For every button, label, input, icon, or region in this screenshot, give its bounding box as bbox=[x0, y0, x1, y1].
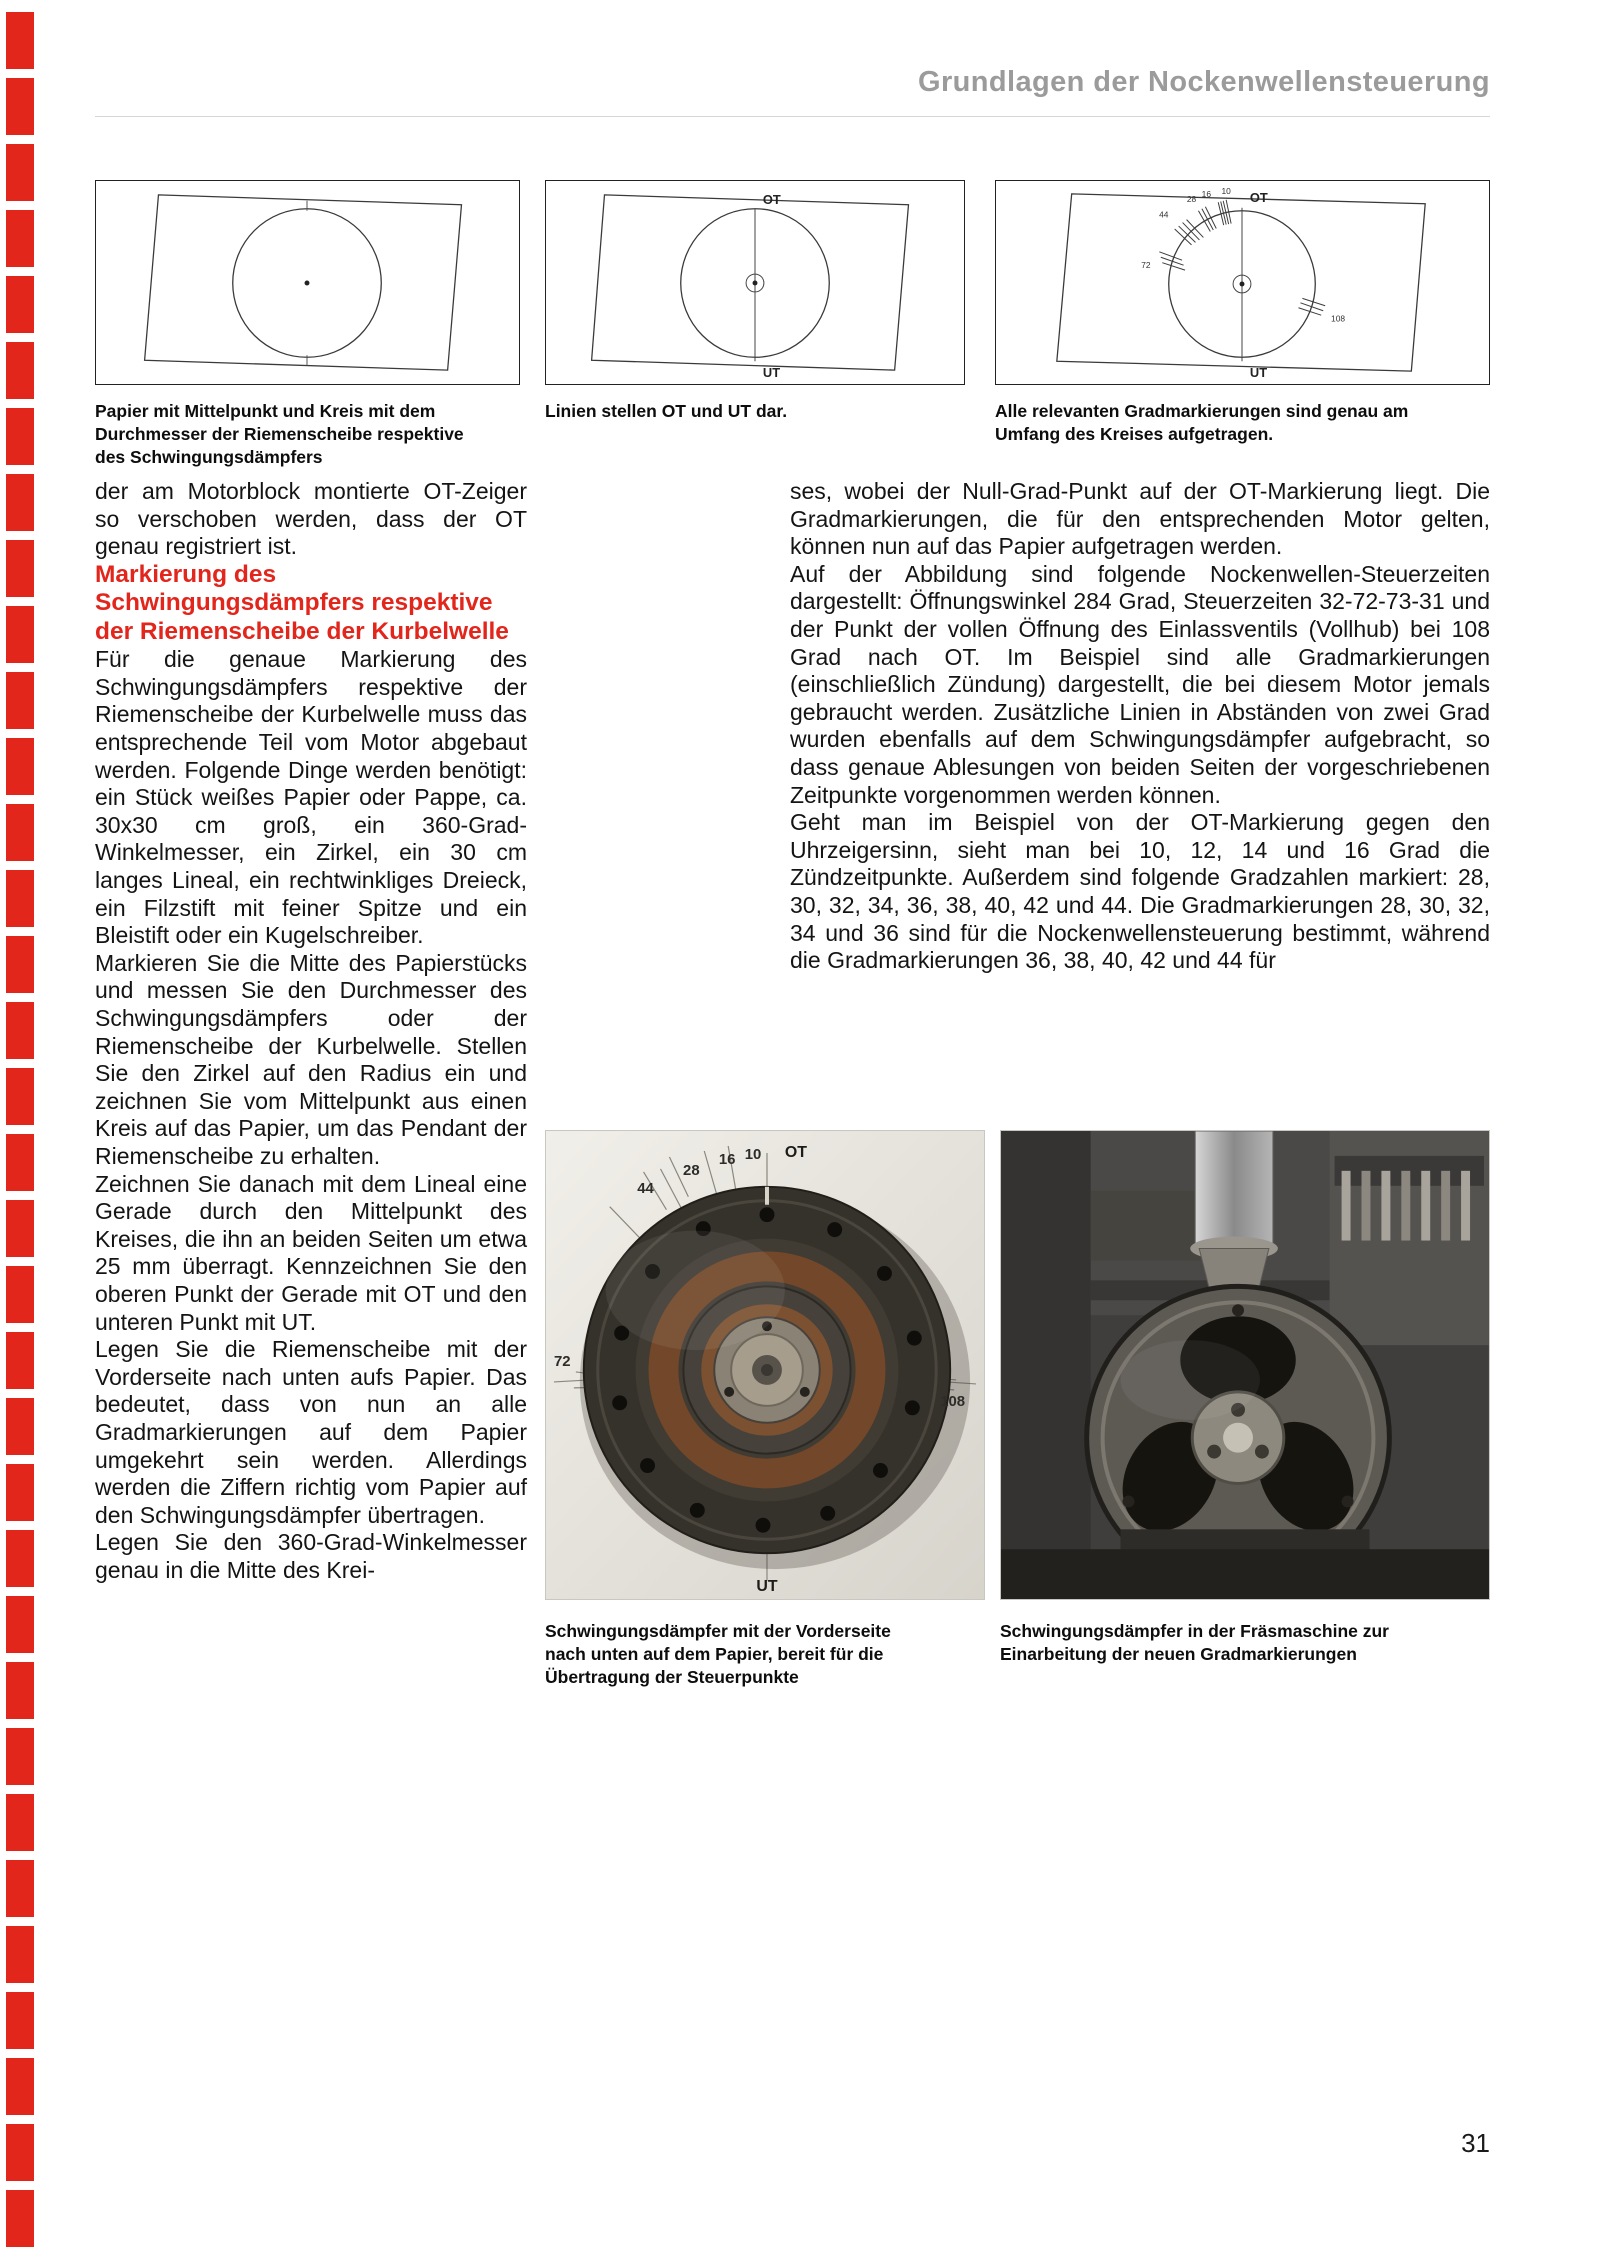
body-paragraph: Zeichnen Sie danach mit dem Lineal eine Gerade durch den Mittelpunkt des Kreises, die ihn an beiden Seiten um etwa 25 mm überragt. Kennzeichnen Sie den oberen Punkt der Gerade mit OT und den unteren Punkt mit UT. bbox=[95, 1170, 527, 1335]
photo-mark-108: 108 bbox=[940, 1392, 966, 1410]
figure1-caption: Papier mit Mittelpunkt und Kreis mit dem Durchmesser der Riemenscheibe respektive des Schwingungsdämpfers bbox=[95, 401, 464, 467]
body-paragraph: Markieren Sie die Mitte des Papierstücks und messen Sie den Durchmesser des Schwingungsdämpfers oder der Riemenscheibe der Kurbelwelle. Stellen Sie den Zirkel auf den Radius ein und zeichnen Sie vom Mittelpunkt aus einen Kreis auf das Papier, um das Pendant der Riemenscheibe zu erhalten. bbox=[95, 949, 527, 1169]
photo-mark-10: 10 bbox=[744, 1145, 762, 1163]
harmonic-damper bbox=[584, 1187, 950, 1553]
figure3-caption: Alle relevanten Gradmarkierungen sind genau am Umfang des Kreises aufgetragen. bbox=[995, 401, 1409, 444]
fig3-mark-72: 72 bbox=[1141, 260, 1151, 271]
fig3-mark-10: 10 bbox=[1221, 185, 1231, 196]
figure2-caption: Linien stellen OT und UT dar. bbox=[545, 401, 788, 421]
page-number: 31 bbox=[1461, 2128, 1490, 2158]
body-paragraph: Auf der Abbildung sind folgende Nockenwellen-Steuerzeiten dargestellt: Öffnungswinkel 284 Grad, Steuerzeiten 32-72-73-31 und der Punkt der vollen Öffnung des Einlassventils (Vollhub) bei 108 Grad nach OT. Im Beispiel sind alle Gradmarkierungen (einschließlich Zündung) dargestellt, die bei diesem Motor jemals gebraucht werden. Zusätzliche Linien in Abständen von zwei Grad wurden ebenfalls auf dem Schwingungsdämpfer aufgebracht, so dass genaue Ablesungen von beiden Seiten der vorgeschriebenen Zeitpunkte vorgenommen werden können. bbox=[790, 560, 1490, 808]
photo-left-caption: Schwingungsdämpfer mit der Vorderseite nach unten auf dem Papier, bereit für die Übertragung der Steuerpunkte bbox=[545, 1621, 891, 1687]
fig3-mark-44: 44 bbox=[1159, 209, 1169, 220]
photo-damper-on-paper bbox=[545, 1130, 985, 1600]
red-bleed-tabs bbox=[6, 12, 34, 2252]
figure-paper-circle bbox=[95, 180, 520, 385]
figure-ot-ut-lines bbox=[545, 180, 965, 385]
photo-damper-on-paper-image bbox=[546, 1131, 984, 1599]
photo-damper-milling-machine-image bbox=[1001, 1131, 1489, 1599]
fig3-mark-16: 16 bbox=[1201, 188, 1212, 199]
body-paragraph: ses, wobei der Null-Grad-Punkt auf der OT-Markierung liegt. Die Gradmarkierungen, die für den entsprechenden Motor gelten, können nun auf das Papier aufgetragen werden. bbox=[790, 478, 1490, 560]
figure-degree-markings-drawing bbox=[996, 181, 1489, 384]
body-paragraph: Geht man im Beispiel von der OT-Markierung gegen den Uhrzeigersinn, sieht man bei 10, 12, 14 und 16 Grad die Zündzeitpunkte. Außerdem sind folgende Gradzahlen markiert: 28, 30, 32, 34, 36, 38, 40, 42 und 44. Die Gradmarkierungen 28, 30, 32, 34 und 36 sind für die Nockenwellensteuerung bestimmt, während die Gradmarkierungen 36, 38, 40, 42 und 44 für bbox=[790, 809, 1490, 974]
fig2-ut-label: UT bbox=[762, 365, 781, 381]
photo-mark-28: 28 bbox=[683, 1161, 700, 1179]
figure-ot-ut-drawing bbox=[546, 181, 964, 384]
figure-degree-markings bbox=[995, 180, 1490, 385]
fig3-mark-28: 28 bbox=[1186, 193, 1197, 204]
photo-right-caption: Schwingungsdämpfer in der Fräsmaschine zur Einarbeitung der neuen Gradmarkierungen bbox=[1000, 1621, 1389, 1664]
photo-mark-ut: UT bbox=[756, 1577, 778, 1595]
running-header: Grundlagen der Nockenwellensteuerung bbox=[918, 66, 1490, 98]
section-heading: Markierung des Schwingungsdämpfers respektive der Riemenscheibe der Kurbelwelle bbox=[95, 560, 509, 645]
body-paragraph: Für die genaue Markierung des Schwingungsdämpfers respektive der Riemenscheibe der Kurbelwelle muss das entsprechende Teil vom Motor abgebaut werden. Folgende Dinge werden benötigt: ein Stück weißes Papier oder Pappe, ca. 30x30 cm groß, ein 360-Grad-Winkelmesser, ein Zirkel, ein 30 cm langes Lineal, ein rechtwinkliges Dreieck, ein Filzstift mit feiner Spitze und ein Bleistift oder ein Kugelschreiber. bbox=[95, 646, 527, 949]
fig3-ut-label: UT bbox=[1249, 365, 1268, 381]
photo-damper-milling-machine bbox=[1000, 1130, 1490, 1600]
photo-mark-44: 44 bbox=[637, 1179, 654, 1197]
photo-mark-16: 16 bbox=[718, 1150, 736, 1168]
figure-paper-circle-drawing bbox=[96, 181, 519, 384]
fig2-ot-label: OT bbox=[762, 191, 781, 207]
fig3-ot-label: OT bbox=[1249, 189, 1268, 205]
body-paragraph: Legen Sie den 360-Grad-Winkelmesser genau in die Mitte des Krei- bbox=[95, 1529, 527, 1583]
right-text-column bbox=[790, 478, 1490, 975]
body-paragraph-intro: der am Motorblock montierte OT-Zeiger so verschoben werden, dass der OT genau registriert ist. bbox=[95, 478, 527, 560]
body-paragraph: Legen Sie die Riemenscheibe mit der Vorderseite nach unten aufs Papier. Das bedeutet, dass von nun an alle Gradmarkierungen auf dem Papier umgekehrt sein werden. Allerdings werden die Ziffern richtig vom Papier auf den Schwingungsdämpfer übertragen. bbox=[95, 1336, 527, 1528]
header-rule bbox=[95, 116, 1490, 117]
photo-mark-72: 72 bbox=[553, 1352, 571, 1370]
photo-mark-ot: OT bbox=[784, 1143, 808, 1161]
fig3-mark-108: 108 bbox=[1331, 313, 1346, 324]
